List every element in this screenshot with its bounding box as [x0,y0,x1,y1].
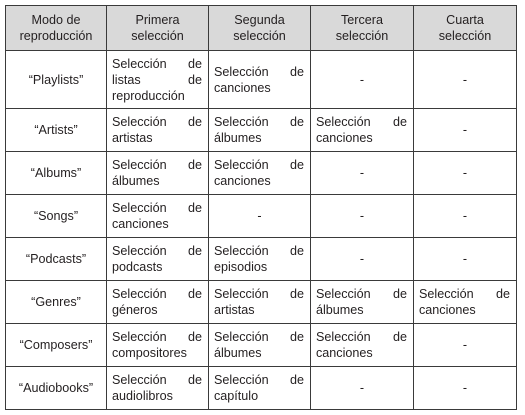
selection-cell: Selección de artistas [209,281,311,324]
selection-cell: Selección de podcasts [107,238,209,281]
empty-cell: - [311,195,414,238]
header-row [6,6,517,51]
header-label: Modo de reproducción [19,13,93,43]
table-row [6,109,517,152]
header-third-selection [311,6,414,51]
table-row [6,324,517,367]
header-second-selection [209,6,311,51]
selection-cell: Selección de canciones [209,152,311,195]
table-row [6,51,517,109]
mode-cell: “Podcasts” [6,238,107,281]
empty-cell: - [414,109,517,152]
empty-cell: - [311,51,414,109]
table-row [6,195,517,238]
header-playback-mode [6,6,107,51]
mode-cell: “Artists” [6,109,107,152]
empty-cell: - [414,195,517,238]
empty-cell: - [209,195,311,238]
empty-cell: - [414,367,517,410]
table-row [6,281,517,324]
selection-cell: Selección de canciones [209,51,311,109]
table-row [6,152,517,195]
header-fourth-selection [414,6,517,51]
empty-cell: - [311,367,414,410]
selection-cell: Selección de álbumes [209,109,311,152]
selection-cell: Selección de álbumes [209,324,311,367]
selection-cell: Selección de álbumes [107,152,209,195]
empty-cell: - [414,324,517,367]
empty-cell: - [311,238,414,281]
selection-cell: Selección de canciones [311,324,414,367]
selection-cell: Selección de audiolibros [107,367,209,410]
empty-cell: - [414,238,517,281]
mode-cell: “Genres” [6,281,107,324]
table-row [6,238,517,281]
mode-cell: “Composers” [6,324,107,367]
empty-cell: - [414,152,517,195]
header-label: Tercera selección [335,13,389,43]
header-label: Segunda selección [233,13,286,43]
selection-cell: Selección de canciones [107,195,209,238]
header-label: Cuarta selección [438,13,492,43]
header-label: Primera selección [131,13,184,43]
selection-cell: Selección de canciones [311,109,414,152]
selection-cell: Selección de capítulo [209,367,311,410]
header-first-selection [107,6,209,51]
playback-mode-table [5,5,517,410]
selection-cell: Selección de canciones [414,281,517,324]
table-row [6,367,517,410]
empty-cell: - [311,152,414,195]
selection-cell: Selección de géneros [107,281,209,324]
mode-cell: “Playlists” [6,51,107,109]
mode-cell: “Albums” [6,152,107,195]
empty-cell: - [414,51,517,109]
selection-cell: Selección de listas de reproducción [107,51,209,109]
mode-cell: “Audiobooks” [6,367,107,410]
selection-cell: Selección de álbumes [311,281,414,324]
selection-cell: Selección de episodios [209,238,311,281]
selection-cell: Selección de compositores [107,324,209,367]
selection-cell: Selección de artistas [107,109,209,152]
mode-cell: “Songs” [6,195,107,238]
